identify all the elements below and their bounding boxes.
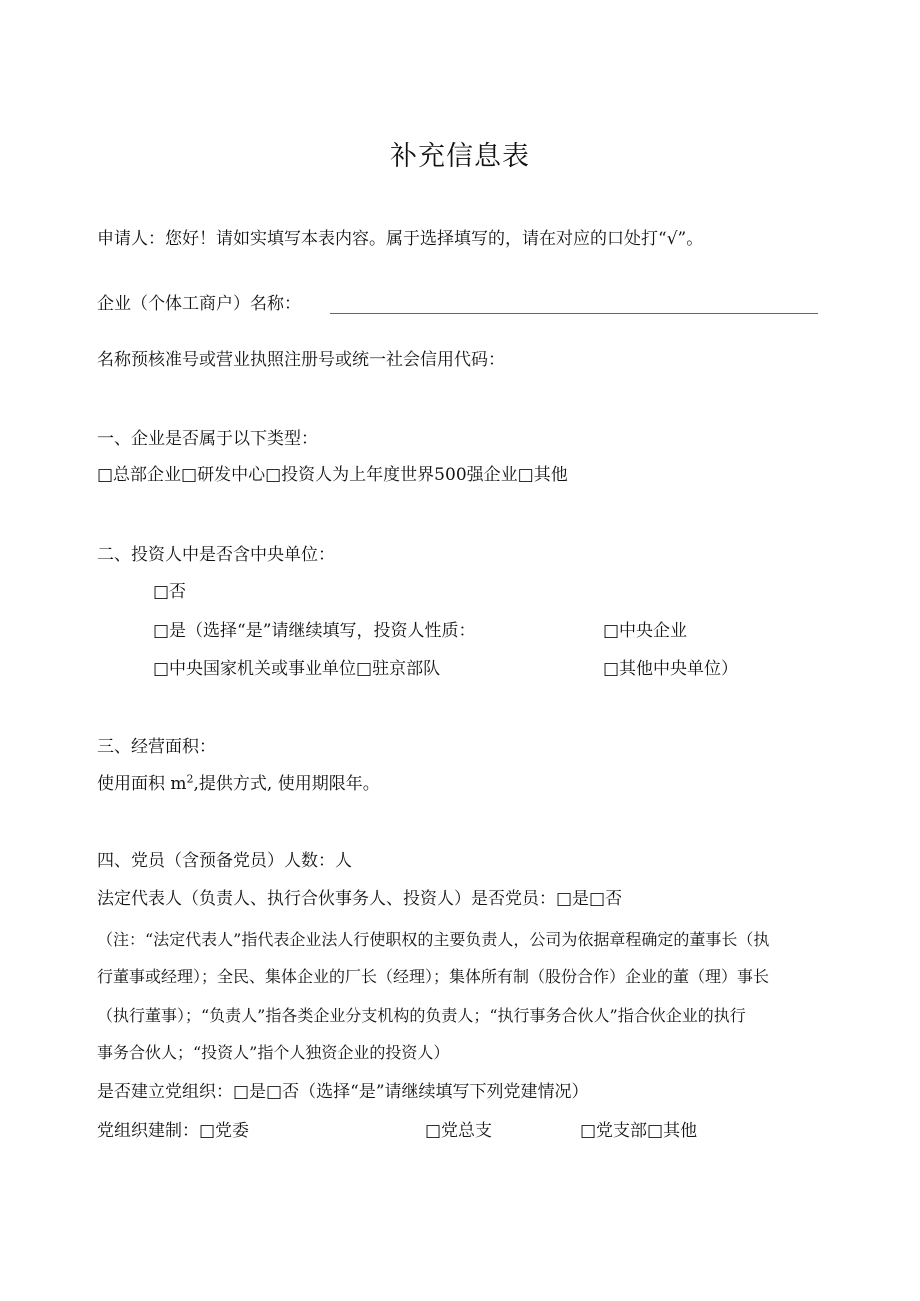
company-name-label: 企业（个体工商户）名称： xyxy=(97,294,301,314)
section3-heading: 三、经营面积： xyxy=(97,737,216,757)
note-line: 事务合伙人；“投资人”指个人独资企业的投资人） xyxy=(97,1043,450,1062)
section4-heading: 四、党员（含预备党员）人数：人 xyxy=(97,851,352,871)
intro-text: 申请人：您好！请如实填写本表内容。属于选择填写的，请在对应的口处打“√”。 xyxy=(97,229,704,249)
area-line xyxy=(97,773,380,795)
central-no-option[interactable]: □否 xyxy=(153,582,187,602)
note-line: （执行董事）；“负责人”指各类企业分支机构的负责人；“执行事务合伙人”指合伙企业的执行 xyxy=(97,1006,746,1025)
party-org-question[interactable]: 是否建立党组织：□是□否（选择“是”请继续填写下列党建情况） xyxy=(97,1082,589,1102)
other-central-option[interactable]: □其他中央单位） xyxy=(603,659,739,679)
central-org-options[interactable]: □中央国家机关或事业单位□驻京部队 xyxy=(153,659,441,679)
party-general-branch-option[interactable]: □党总支 xyxy=(425,1121,493,1141)
section1-options[interactable]: □总部企业□研发中心□投资人为上年度世界500强企业□其他 xyxy=(97,465,568,485)
central-enterprise-option[interactable]: □中央企业 xyxy=(603,621,688,641)
section1-heading: 一、企业是否属于以下类型： xyxy=(97,429,318,449)
area-suffix: ,提供方式, 使用期限年。 xyxy=(193,774,380,794)
legal-rep-party-member[interactable]: 法定代表人（负责人、执行合伙事务人、投资人）是否党员：□是□否 xyxy=(97,889,623,909)
note-line: （注：“法定代表人”指代表企业法人行使职权的主要负责人，公司为依据章程确定的董事长（执 xyxy=(97,930,770,949)
party-system-committee[interactable]: 党组织建制：□党委 xyxy=(97,1121,250,1141)
area-prefix: 使用面积 m xyxy=(97,774,187,794)
party-branch-other-options[interactable]: □党支部□其他 xyxy=(580,1121,698,1141)
company-name-field[interactable] xyxy=(330,313,818,314)
reg-code-label: 名称预核准号或营业执照注册号或统一社会信用代码： xyxy=(97,350,505,370)
section2-heading: 二、投资人中是否含中央单位： xyxy=(97,545,335,565)
area-superscript: 2 xyxy=(186,772,194,786)
central-yes-option[interactable]: □是（选择“是”请继续填写，投资人性质： xyxy=(153,621,476,641)
page-title: 补充信息表 xyxy=(390,141,530,172)
note-line: 行董事或经理）；全民、集体企业的厂长（经理）；集体所有制（股份合作）企业的董（理）事长 xyxy=(97,967,770,986)
